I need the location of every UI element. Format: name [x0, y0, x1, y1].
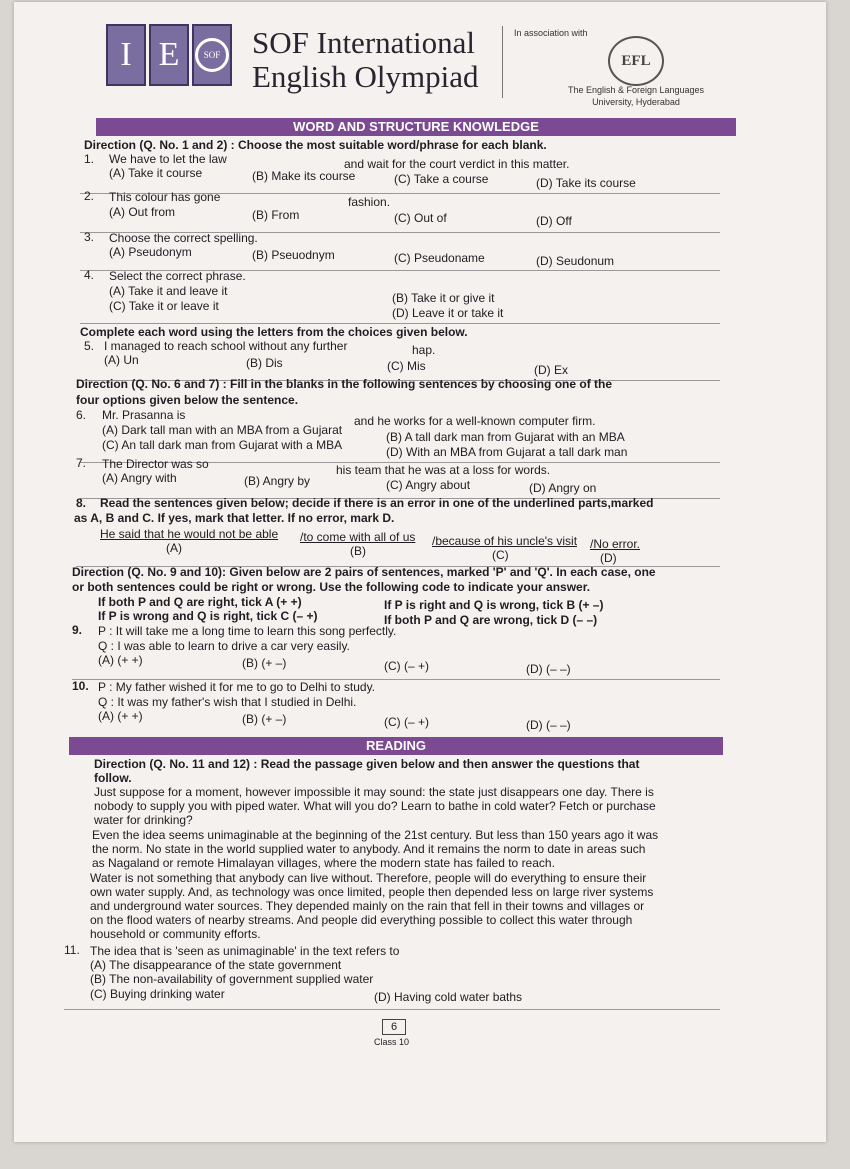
q6-option-a: (A) Dark tall man with an MBA from a Gujarat — [102, 423, 343, 437]
univ-line-2: University, Hyderabad — [592, 97, 680, 107]
q1-text-a: We have to let the law — [109, 152, 227, 166]
q7-text-b: his team that he was at a loss for words. — [336, 463, 551, 477]
passage-line: water for drinking? — [94, 813, 193, 827]
q5-text-a: I managed to reach school without any further — [104, 339, 348, 353]
q8-part-a: He said that he would not be able — [100, 527, 279, 541]
q8-label-c: (C) — [492, 548, 509, 562]
q2-option-b: (B) From — [252, 208, 300, 222]
q4-text: Select the correct phrase. — [109, 269, 246, 283]
code-a: If both P and Q are right, tick A (+ +) — [98, 595, 302, 609]
direction-11-12-line2: follow. — [94, 771, 132, 785]
q8-direction-line1: Read the sentences given below; decide if there is an error in one of the underlined parts,marked — [100, 496, 654, 510]
sof-badge: SOF — [195, 38, 229, 72]
q8-number: 8. — [76, 496, 87, 510]
passage-line: as Nagaland or remote Himalayan villages, where the modern state has failed to reach. — [92, 856, 555, 870]
q2-text-a: This colour has gone — [109, 190, 221, 204]
passage-line: nobody to supply you with piped water. What will you do? Learn to bathe in cold water? Fetch or purchase — [94, 799, 656, 813]
q8-part-b: /to come with all of us — [300, 530, 416, 544]
q7-option-d: (D) Angry on — [529, 481, 597, 495]
university-name — [556, 84, 716, 108]
q6-text-a: Mr. Prasanna is — [102, 408, 186, 422]
direction-6-7-line2: four options given below the sentence. — [76, 393, 299, 407]
q8-part-c: /because of his uncle's visit — [432, 534, 578, 548]
q5-option-d: (D) Ex — [534, 363, 568, 377]
q11-option-d: (D) Having cold water baths — [374, 990, 523, 1004]
q11-option-c: (C) Buying drinking water — [90, 987, 225, 1001]
q11-number: 11. — [64, 943, 80, 957]
code-b: If P is right and Q is wrong, tick B (+ –) — [384, 598, 604, 612]
ieo-logo — [106, 24, 232, 86]
q3-option-a: (A) Pseudonym — [109, 245, 192, 259]
q8-label-d: (D) — [600, 551, 617, 565]
q8-direction-line2: as A, B and C. If yes, mark that letter. If no error, mark D. — [74, 511, 395, 525]
q7-option-c: (C) Angry about — [386, 478, 471, 492]
logo-letter-e: E — [149, 24, 189, 86]
q4-option-c: (C) Take it or leave it — [109, 299, 219, 313]
code-c: If P is wrong and Q is right, tick C (– +) — [98, 609, 318, 623]
passage-line: the norm. No state in the world supplied water to anybody. And it remains the norm to date in areas such — [92, 842, 646, 856]
q4-number: 4. — [84, 268, 95, 282]
section-bar-wsk: WORD AND STRUCTURE KNOWLEDGE — [96, 118, 736, 136]
title-line-1: SOF International — [252, 25, 475, 60]
q9-option-d: (D) (– –) — [526, 662, 571, 676]
q1-text-b: and wait for the court verdict in this matter. — [344, 157, 570, 171]
q3-option-b: (B) Pseuodnym — [252, 248, 335, 262]
q10-q: Q : It was my father's wish that I studied in Delhi. — [98, 695, 357, 709]
direction-9-10-line2: or both sentences could be right or wrong. Use the following code to indicate your answer. — [72, 580, 591, 594]
passage-line: own water supply. And, as technology was once limited, people then depended less on large river systems — [90, 885, 654, 899]
q7-text-a: The Director was so — [102, 457, 209, 471]
q9-p: P : It will take me a long time to learn this song perfectly. — [98, 624, 397, 638]
direction-5: Complete each word using the letters from the choices given below. — [80, 325, 468, 339]
passage-line: and underground water sources. They depended mainly on the rain that fell in their towns and villages or — [90, 899, 645, 913]
page-title — [252, 26, 478, 94]
univ-line-1: The English & Foreign Languages — [567, 85, 705, 95]
q5-option-b: (B) Dis — [246, 356, 283, 370]
q10-option-d: (D) (– –) — [526, 718, 571, 732]
passage-line: Water is not something that anybody can live without. Therefore, people will do everything to ensure their — [90, 871, 647, 885]
q5-text-b: hap. — [412, 343, 436, 357]
logo-letter-o — [192, 24, 232, 86]
direction-9-10-line1: Direction (Q. No. 9 and 10): Given below are 2 pairs of sentences, marked 'P' and 'Q'. In each case, one — [72, 565, 656, 579]
q10-option-a: (A) (+ +) — [98, 709, 143, 723]
q10-p: P : My father wished it for me to go to Delhi to study. — [98, 680, 376, 694]
q8-label-a: (A) — [166, 541, 182, 555]
q1-number: 1. — [84, 152, 95, 166]
q2-option-c: (C) Out of — [394, 211, 447, 225]
q11-option-b: (B) The non-availability of government supplied water — [90, 972, 374, 986]
q5-option-a: (A) Un — [104, 353, 139, 367]
passage-line: Just suppose for a moment, however impossible it may sound: the state just disappears one day. There is — [94, 785, 654, 799]
direction-6-7-line1: Direction (Q. No. 6 and 7) : Fill in the blanks in the following sentences by choosing one of the — [76, 377, 613, 391]
q9-q: Q : I was able to learn to drive a car very easily. — [98, 639, 350, 653]
direction-11-12-line1: Direction (Q. No. 11 and 12) : Read the passage given below and then answer the questions that — [94, 757, 640, 771]
q11-option-a: (A) The disappearance of the state government — [90, 958, 342, 972]
logo-letter-i: I — [106, 24, 146, 86]
q5-number: 5. — [84, 339, 95, 353]
q2-number: 2. — [84, 189, 95, 203]
q7-option-a: (A) Angry with — [102, 471, 177, 485]
q10-number: 10. — [72, 679, 89, 693]
q2-option-a: (A) Out from — [109, 205, 176, 219]
direction-1-2: Direction (Q. No. 1 and 2) : Choose the most suitable word/phrase for each blank. — [84, 138, 547, 152]
q9-option-a: (A) (+ +) — [98, 653, 143, 667]
association-text: In association with — [514, 28, 588, 38]
q2-text-b: fashion. — [348, 195, 391, 209]
q5-option-c: (C) Mis — [387, 359, 426, 373]
efl-seal-icon: EFL — [608, 36, 664, 86]
q7-number: 7. — [76, 456, 87, 470]
q9-option-b: (B) (+ –) — [242, 656, 287, 670]
section-bar-reading: READING — [69, 737, 723, 755]
exam-page — [14, 2, 826, 1142]
q3-option-c: (C) Pseudoname — [394, 251, 485, 265]
q9-option-c: (C) (– +) — [384, 659, 429, 673]
q10-option-b: (B) (+ –) — [242, 712, 287, 726]
q3-number: 3. — [84, 230, 95, 244]
page-number: 6 — [382, 1019, 406, 1035]
divider — [64, 1009, 720, 1010]
q2-option-d: (D) Off — [536, 214, 572, 228]
passage-line: on the flood waters of nearby streams. And people did everything possible to collect this water through — [90, 913, 633, 927]
q7-option-b: (B) Angry by — [244, 474, 311, 488]
q1-option-c: (C) Take a course — [394, 172, 489, 186]
q11-text: The idea that is 'seen as unimaginable' in the text refers to — [90, 944, 400, 958]
code-d: If both P and Q are wrong, tick D (– –) — [384, 613, 598, 627]
q4-option-d: (D) Leave it or take it — [392, 306, 504, 320]
q9-number: 9. — [72, 623, 83, 637]
q1-option-a: (A) Take it course — [109, 166, 203, 180]
q4-option-b: (B) Take it or give it — [392, 291, 495, 305]
q8-label-b: (B) — [350, 544, 366, 558]
class-label: Class 10 — [374, 1037, 410, 1047]
header-divider — [502, 26, 503, 98]
q8-part-d: /No error. — [590, 537, 641, 551]
passage-line: household or community efforts. — [90, 927, 261, 941]
divider — [80, 323, 720, 324]
q1-option-b: (B) Make its course — [252, 169, 356, 183]
title-line-2: English Olympiad — [252, 59, 479, 94]
q4-option-a: (A) Take it and leave it — [109, 284, 228, 298]
q3-text: Choose the correct spelling. — [109, 231, 258, 245]
q3-option-d: (D) Seudonum — [536, 254, 615, 268]
q6-option-b: (B) A tall dark man from Gujarat with an MBA — [386, 430, 625, 444]
q6-option-d: (D) With an MBA from Gujarat a tall dark man — [386, 445, 628, 459]
q6-text-b: and he works for a well-known computer firm. — [354, 414, 596, 428]
passage-line: Even the idea seems unimaginable at the beginning of the 21st century. But less than 150 years ago it was — [92, 828, 659, 842]
q1-option-d: (D) Take its course — [536, 176, 636, 190]
q6-number: 6. — [76, 408, 87, 422]
q10-option-c: (C) (– +) — [384, 715, 429, 729]
q6-option-c: (C) An tall dark man from Gujarat with a MBA — [102, 438, 343, 452]
